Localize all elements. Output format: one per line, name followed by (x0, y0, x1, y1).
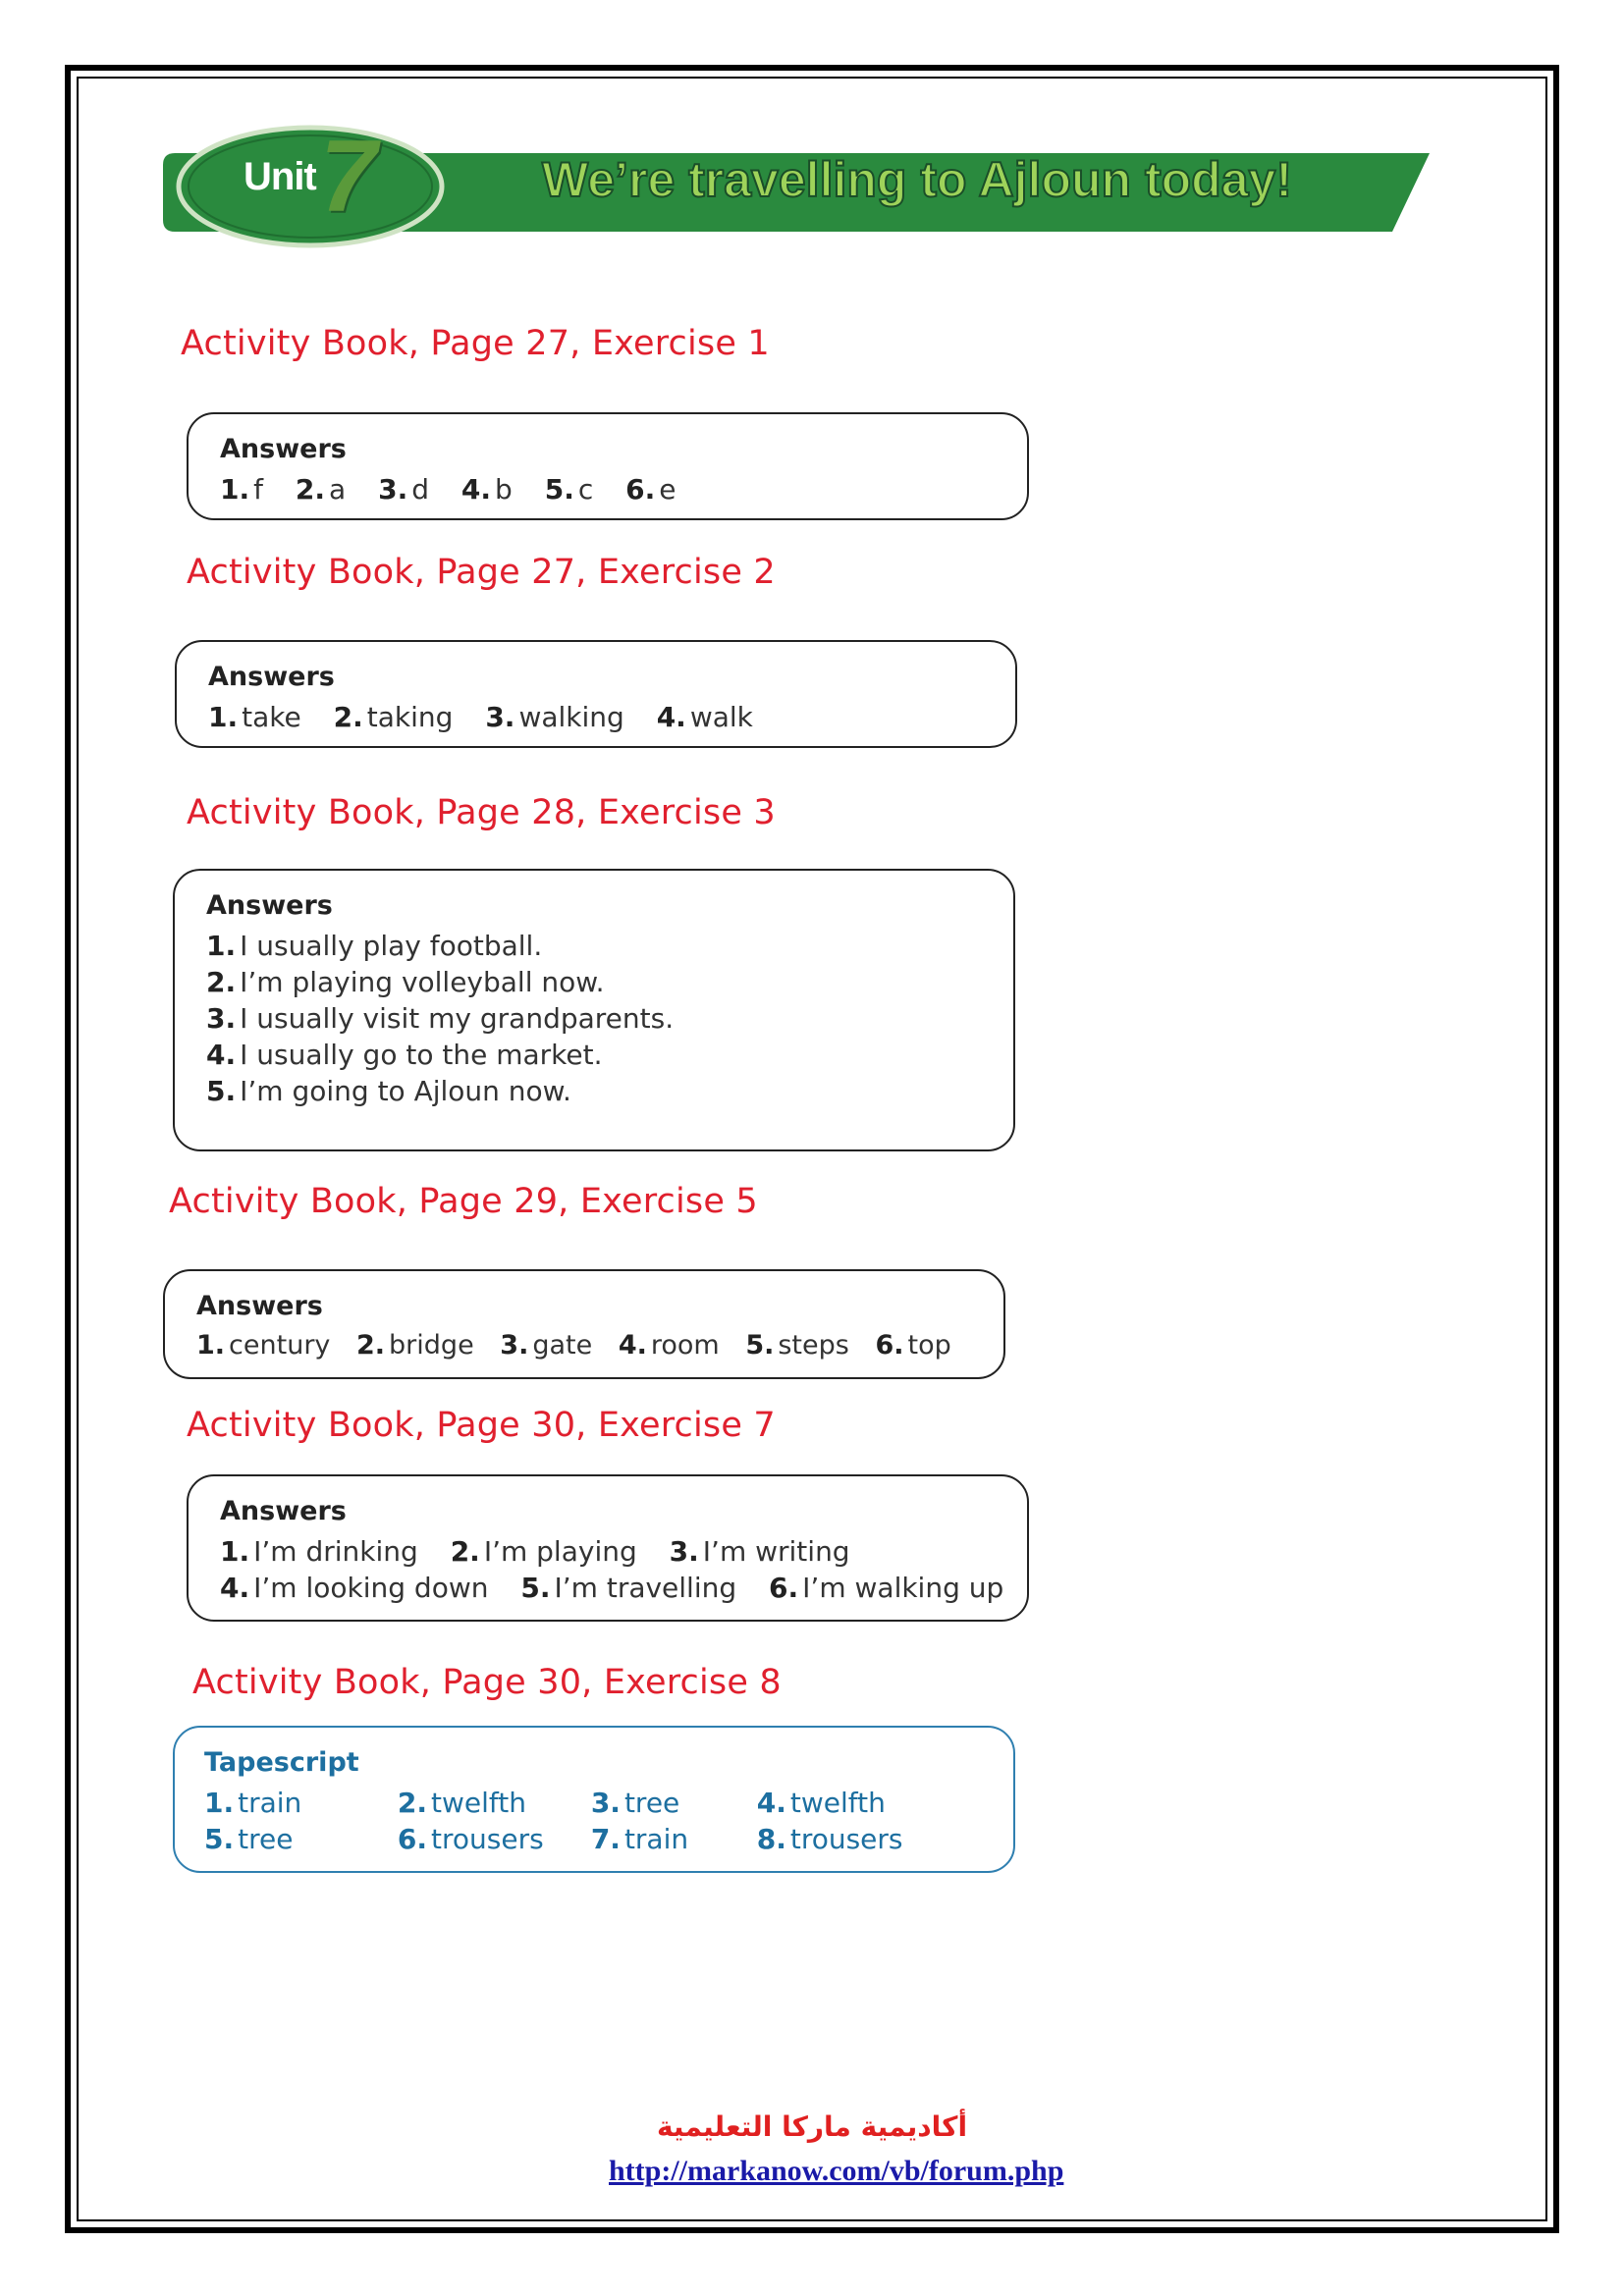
answer-item: 4. walk (656, 701, 753, 733)
answer-item: 6. top (875, 1330, 951, 1361)
answers-box (173, 869, 1015, 1151)
answers-box (187, 1474, 1029, 1622)
answers-box (187, 412, 1029, 520)
footer-academy-name: أكاديمية ماركا التعليمية (656, 2110, 968, 2143)
section-heading: Activity Book, Page 30, Exercise 7 (187, 1406, 776, 1445)
answer-row: 2. I’m playing volleyball now. (206, 966, 605, 998)
answer-item: 4. room (618, 1330, 720, 1361)
footer-forum-link[interactable]: http://markanow.com/vb/forum.php (609, 2155, 1064, 2187)
section-heading: Activity Book, Page 27, Exercise 2 (187, 553, 776, 592)
tapescript-item: 7. train (590, 1823, 689, 1855)
unit-number: 7 (320, 120, 377, 234)
section-heading: Activity Book, Page 28, Exercise 3 (187, 793, 776, 832)
answer-row: 1. I usually play football. (206, 930, 543, 962)
answer-item: 4. I’m looking down (220, 1572, 489, 1604)
answer-row (220, 1535, 1027, 1572)
tapescript-item: 6. trousers (397, 1823, 544, 1855)
answers-title: Answers (208, 662, 335, 692)
section-heading: Activity Book, Page 27, Exercise 1 (181, 324, 770, 363)
tapescript-item: 1. train (204, 1787, 302, 1819)
tapescript-item: 4. twelfth (756, 1787, 886, 1819)
answers-title: Answers (206, 890, 333, 921)
answer-row (196, 1330, 1003, 1366)
answer-item: 5. c (544, 473, 594, 506)
answer-row: 3. I usually visit my grandparents. (206, 1002, 675, 1035)
answer-item: 1. f (220, 473, 263, 506)
tapescript-item: 3. tree (590, 1787, 680, 1819)
section-heading: Activity Book, Page 29, Exercise 5 (169, 1182, 758, 1221)
answer-item: 2. a (295, 473, 347, 506)
answer-row: 5. I’m going to Ajloun now. (206, 1075, 571, 1107)
answers-title: Answers (220, 1496, 347, 1526)
tapescript-row (204, 1823, 1013, 1859)
answer-item: 5. I’m travelling (520, 1572, 737, 1604)
answer-item: 1. I’m drinking (220, 1535, 418, 1568)
answer-row (220, 473, 1027, 509)
tapescript-title: Tapescript (204, 1747, 359, 1778)
answers-title: Answers (220, 434, 347, 464)
tapescript-item: 5. tree (204, 1823, 294, 1855)
unit-banner (163, 118, 1445, 255)
answer-row: 4. I usually go to the market. (206, 1039, 603, 1071)
answers-box (163, 1269, 1005, 1379)
answers-title: Answers (196, 1291, 323, 1321)
answer-item: 5. steps (745, 1330, 849, 1361)
answer-item: 3. walking (485, 701, 624, 733)
tapescript-row (204, 1787, 1013, 1823)
section-heading: Activity Book, Page 30, Exercise 8 (192, 1663, 782, 1702)
answer-item: 2. bridge (356, 1330, 474, 1361)
tapescript-box (173, 1726, 1015, 1873)
answer-row (208, 701, 1015, 737)
answer-item: 1. century (196, 1330, 331, 1361)
unit-label: Unit (244, 155, 316, 198)
answer-item: 4. b (460, 473, 513, 506)
answer-item: 6. I’m walking up (769, 1572, 1004, 1604)
answer-item: 2. taking (333, 701, 454, 733)
answer-item: 6. e (625, 473, 677, 506)
answer-item: 3. gate (500, 1330, 593, 1361)
answer-item: 3. I’m writing (669, 1535, 850, 1568)
unit-title: We’re travelling to Ajloun today! (542, 152, 1292, 207)
answer-row (220, 1572, 1027, 1608)
tapescript-item: 2. twelfth (397, 1787, 527, 1819)
answer-item: 1. take (208, 701, 301, 733)
tapescript-item: 8. trousers (756, 1823, 903, 1855)
answer-item: 3. d (378, 473, 429, 506)
answers-box (175, 640, 1017, 748)
answer-item: 2. I’m playing (450, 1535, 637, 1568)
